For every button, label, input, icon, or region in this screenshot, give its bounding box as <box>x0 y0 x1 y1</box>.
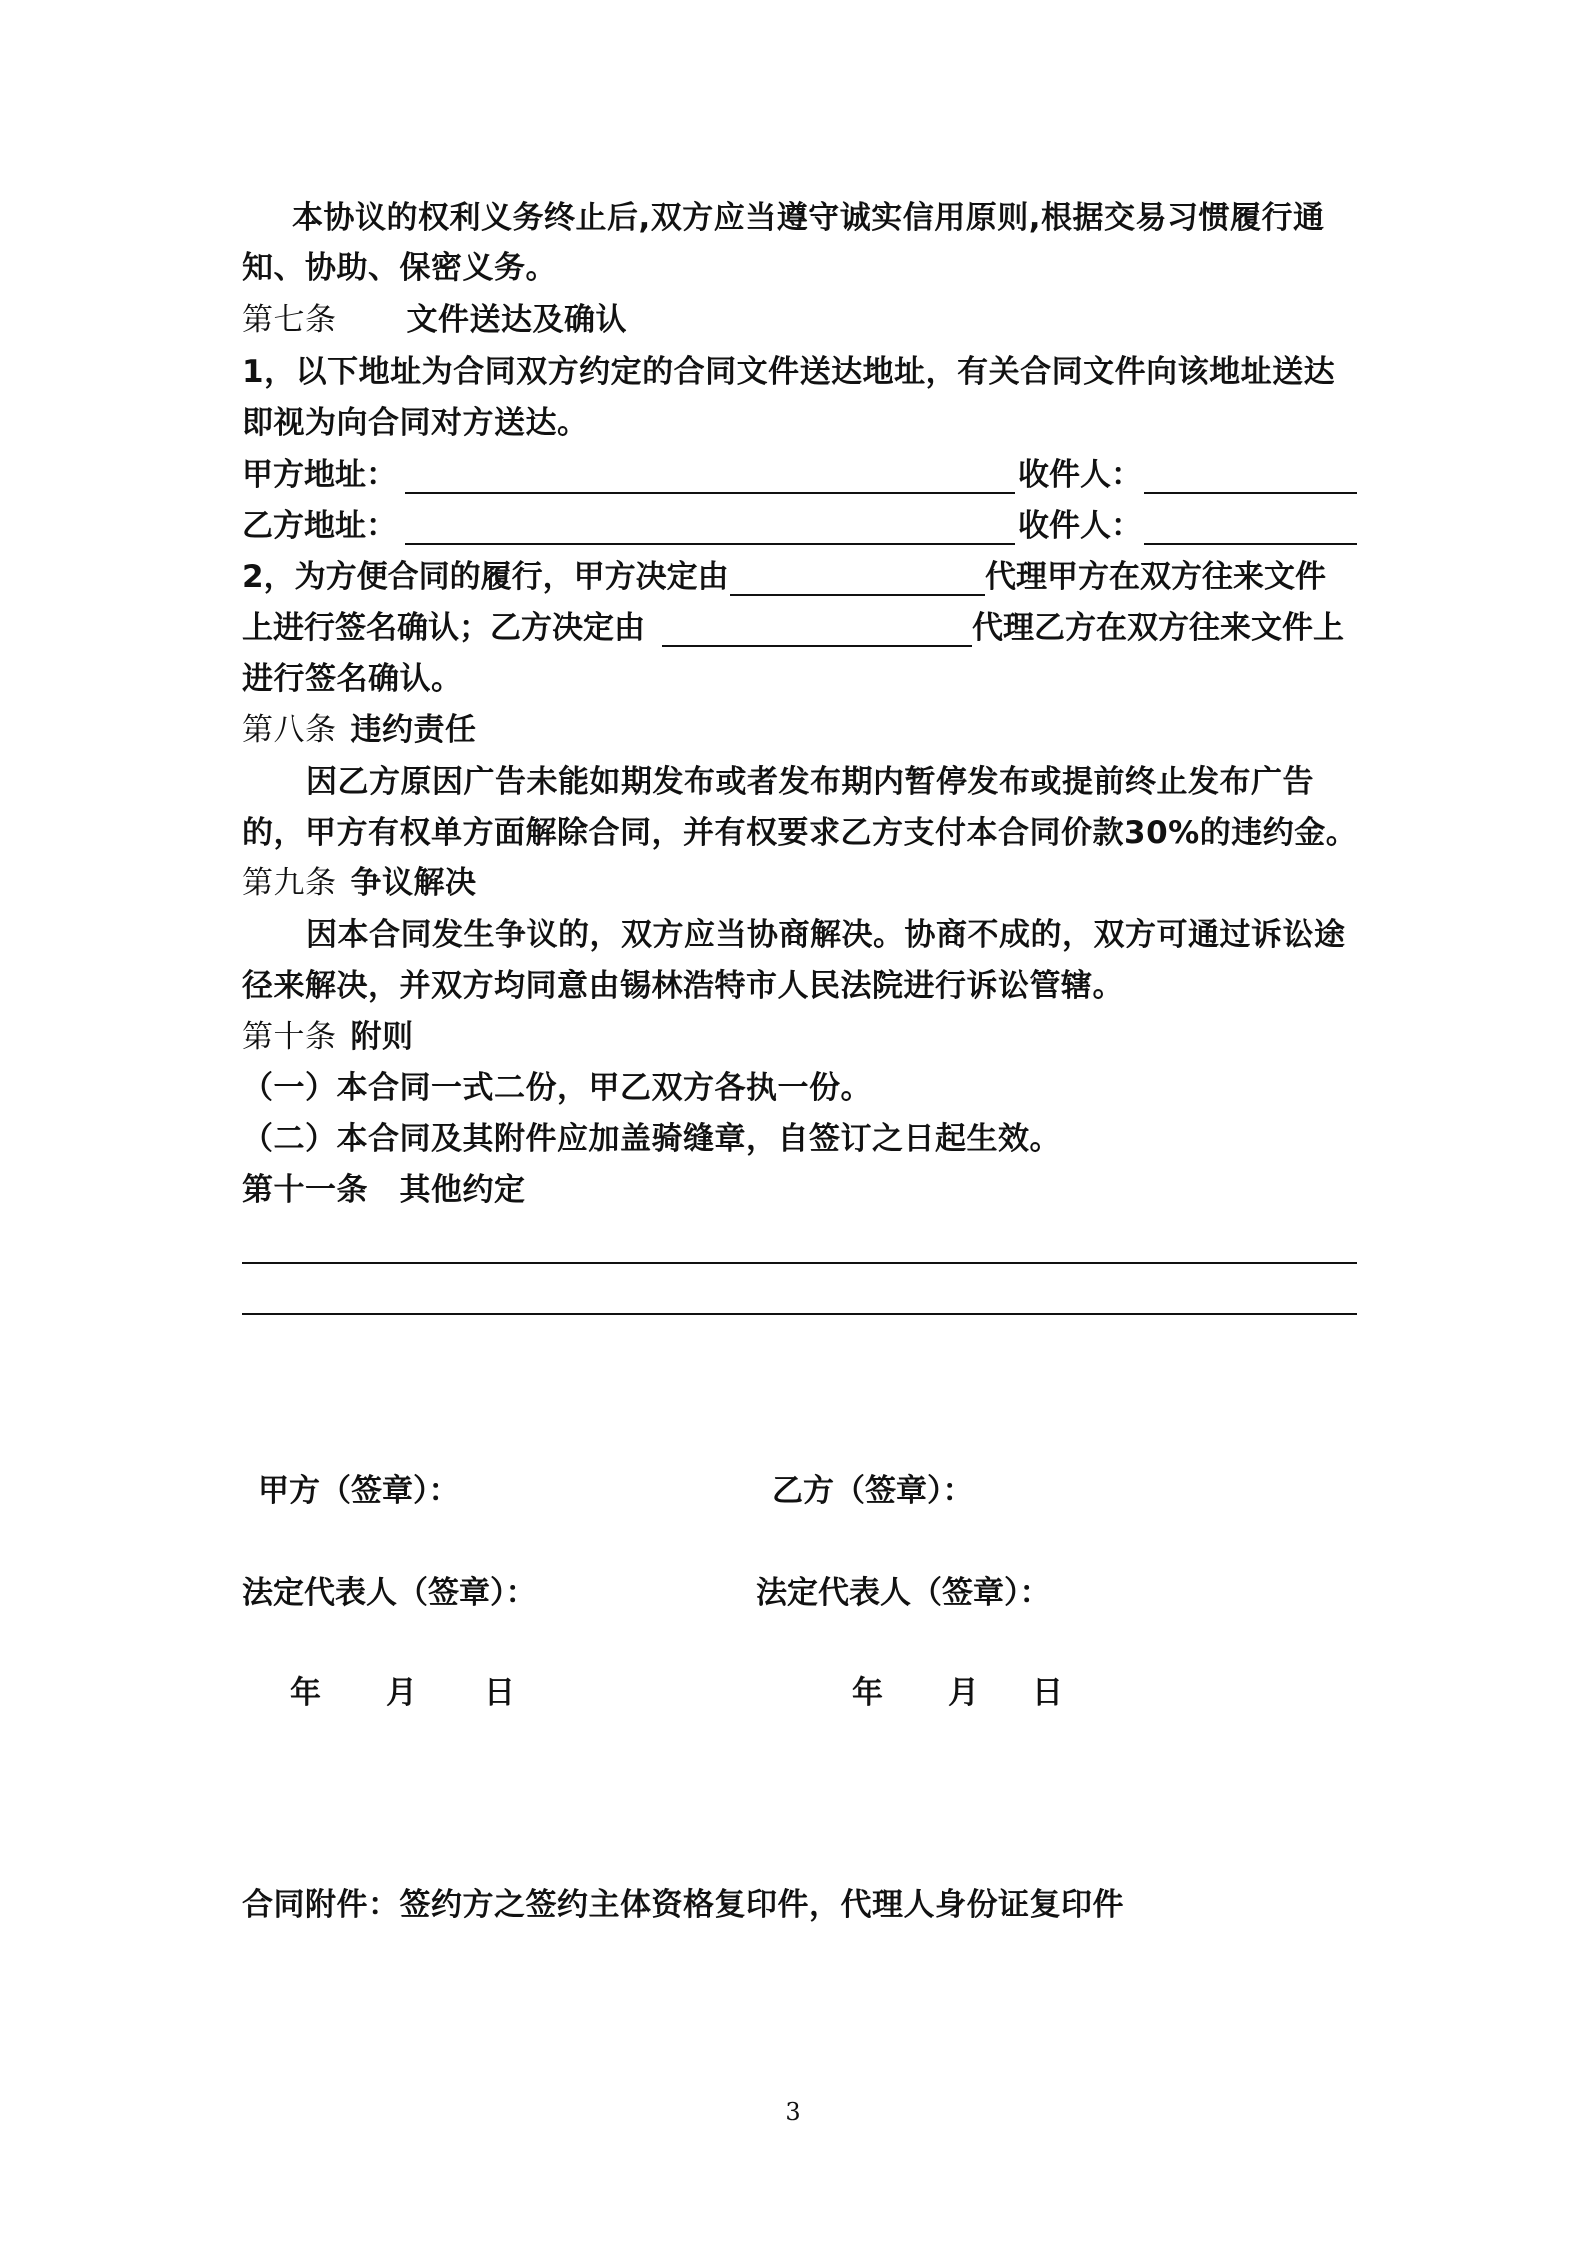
paragraph-line: 知、协助、保密义务。 <box>242 250 557 286</box>
party-a-date-day: 日 <box>484 1675 515 1711</box>
paragraph-line: 进行签名确认。 <box>242 661 463 697</box>
paragraph-segment: 代理甲方在双方往来文件 <box>985 559 1326 595</box>
article-number: 第七条 <box>242 302 337 338</box>
article-number: 第九条 <box>242 865 337 901</box>
article-title: 争议解决 <box>350 865 477 901</box>
blank-line[interactable] <box>242 1262 1357 1264</box>
party-b-date-month: 月 <box>948 1675 979 1711</box>
article-title: 附则 <box>350 1019 414 1055</box>
party-a-signature-label: 甲方（签章）： <box>258 1473 460 1509</box>
blank-line[interactable] <box>242 1313 1357 1315</box>
party-a-address-label: 甲方地址： <box>242 457 397 493</box>
paragraph-line: 1，以下地址为合同双方约定的合同文件送达地址，有关合同文件向该地址送达 <box>242 354 1336 390</box>
party-a-agent-blank[interactable] <box>730 560 985 596</box>
party-b-date-year: 年 <box>852 1675 883 1711</box>
page-number: 3 <box>785 2098 801 2126</box>
paragraph-line: 即视为向合同对方送达。 <box>242 405 589 441</box>
party-a-date-year: 年 <box>290 1675 321 1711</box>
list-item: （二）本合同及其附件应加盖骑缝章，自签订之日起生效。 <box>242 1121 1061 1157</box>
paragraph-line: 的，甲方有权单方面解除合同，并有权要求乙方支付本合同价款30%的违约金。 <box>242 815 1358 851</box>
article-7-heading <box>242 295 1357 345</box>
article-title: 违约责任 <box>350 712 477 748</box>
article-11-heading: 第十一条 其他约定 <box>242 1172 526 1208</box>
paragraph-line: 本协议的权利义务终止后,双方应当遵守诚实信用原则,根据交易习惯履行通 <box>292 200 1325 236</box>
paragraph-line: 因乙方原因广告未能如期发布或者发布期内暂停发布或提前终止发布广告 <box>306 764 1314 800</box>
party-b-signature-label: 乙方（签章）： <box>772 1473 974 1509</box>
party-a-recipient-blank[interactable] <box>1144 458 1357 494</box>
article-number: 第十条 <box>242 1019 337 1055</box>
article-title: 文件送达及确认 <box>406 302 627 338</box>
party-b-agent-blank[interactable] <box>662 611 972 647</box>
paragraph-line: 因本合同发生争议的，双方应当协商解决。协商不成的，双方可通过诉讼途 <box>306 917 1346 953</box>
paragraph-segment: 代理乙方在双方往来文件上 <box>972 610 1344 646</box>
article-8-heading <box>242 705 1357 755</box>
paragraph-line: 径来解决，并双方均同意由锡林浩特市人民法院进行诉讼管辖。 <box>242 968 1124 1004</box>
party-b-recipient-blank[interactable] <box>1144 509 1357 545</box>
paragraph-segment: 2，为方便合同的履行，甲方决定由 <box>242 559 729 595</box>
article-number: 第八条 <box>242 712 337 748</box>
party-b-address-blank[interactable] <box>405 509 1015 545</box>
paragraph-segment: 上进行签名确认；乙方决定由 <box>242 610 645 646</box>
party-a-address-blank[interactable] <box>405 458 1015 494</box>
party-a-recipient-label: 收件人： <box>1018 457 1142 493</box>
party-a-date-month: 月 <box>386 1675 417 1711</box>
party-a-rep-signature-label: 法定代表人（签章）： <box>242 1575 537 1611</box>
article-10-heading <box>242 1012 1357 1062</box>
attachments-line: 合同附件：签约方之签约主体资格复印件，代理人身份证复印件 <box>242 1887 1124 1923</box>
party-b-rep-signature-label: 法定代表人（签章）： <box>756 1575 1051 1611</box>
party-b-address-label: 乙方地址： <box>242 508 397 544</box>
party-b-date-day: 日 <box>1032 1675 1063 1711</box>
party-b-recipient-label: 收件人： <box>1018 508 1142 544</box>
list-item: （一）本合同一式二份，甲乙双方各执一份。 <box>242 1070 872 1106</box>
article-9-heading <box>242 858 1357 908</box>
